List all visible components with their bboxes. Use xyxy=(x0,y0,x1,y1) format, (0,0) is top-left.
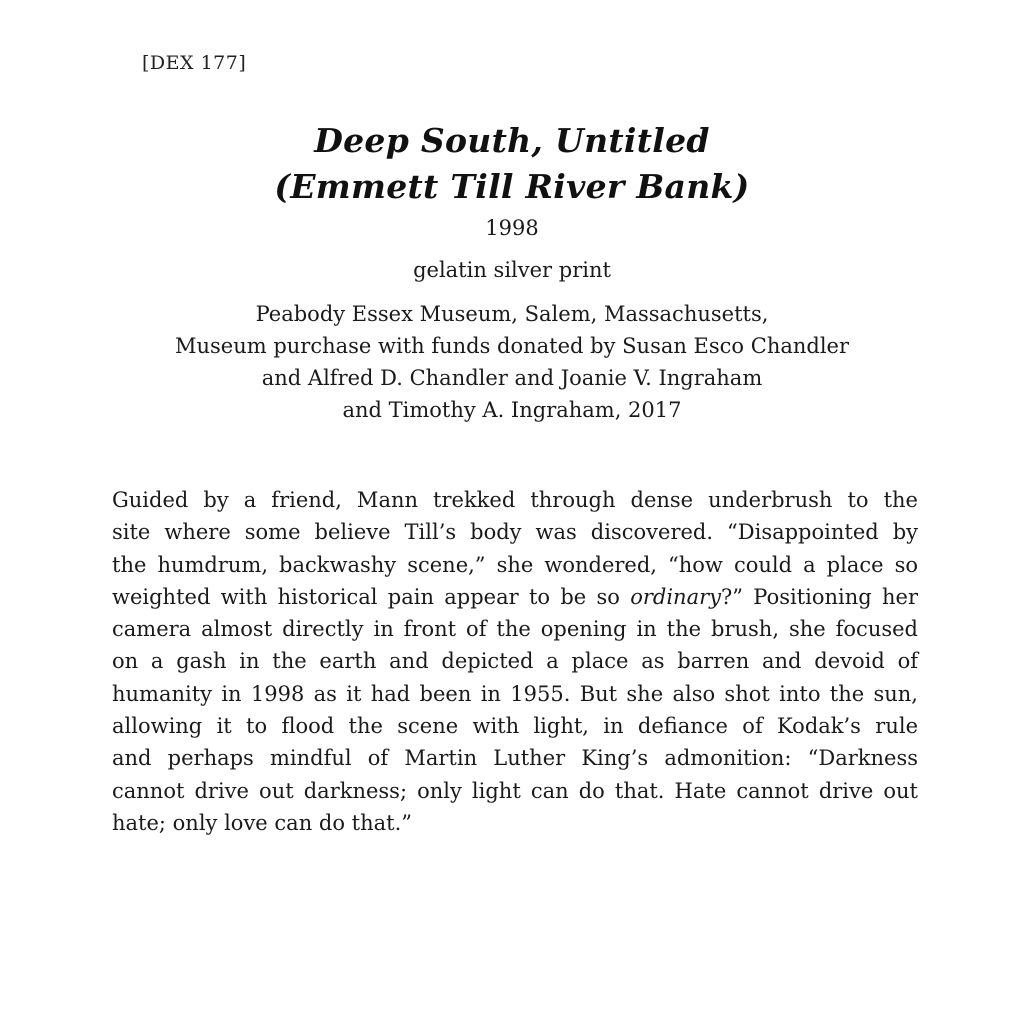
catalog-number: [DEX 177] xyxy=(142,52,247,74)
description-line-8: allowing it to flood the scene with light, in defiance of Kodak’s rule xyxy=(112,714,918,739)
artwork-title-line-2: (Emmett Till River Bank) xyxy=(274,167,750,206)
description-line-9: and perhaps mindful of Martin Luther King’s admonition: “Darkness xyxy=(112,746,918,771)
credit-line xyxy=(0,298,1024,426)
description-line-4-end: ?” Positioning her xyxy=(721,584,918,609)
credit-line-3: and Alfred D. Chandler and Joanie V. Ingraham xyxy=(261,366,763,390)
description-line-10: cannot drive out darkness; only light can do that. Hate cannot drive out xyxy=(112,778,918,803)
description-line-6: on a gash in the earth and depicted a place as barren and devoid of xyxy=(112,649,918,674)
description-line-3: the humdrum, backwashy scene,” she wondered, “how could a place so xyxy=(112,552,918,577)
description-line-4 xyxy=(112,581,918,613)
description-line-4-start: weighted with historical pain appear to be so xyxy=(112,584,631,609)
description-line-2: site where some believe Till’s body was discovered. “Disappointed by xyxy=(112,520,918,545)
artwork-medium: gelatin silver print xyxy=(413,258,611,282)
artwork-year: 1998 xyxy=(485,216,539,240)
description-paragraph xyxy=(112,484,918,839)
artwork-header xyxy=(0,118,1024,426)
credit-line-1: Peabody Essex Museum, Salem, Massachusetts, xyxy=(255,302,769,326)
credit-line-2: Museum purchase with funds donated by Susan Esco Chandler xyxy=(174,334,850,358)
description-line-11: hate; only love can do that.” xyxy=(112,810,412,835)
italic-emphasis: ordinary xyxy=(630,584,721,609)
artwork-title-line-1: Deep South, Untitled xyxy=(314,121,710,160)
credit-line-4: and Timothy A. Ingraham, 2017 xyxy=(342,398,682,422)
description-line-1: Guided by a friend, Mann trekked through dense underbrush to the xyxy=(112,488,918,512)
description-line-5: camera almost directly in front of the opening in the brush, she focused xyxy=(112,617,918,642)
description-line-7: humanity in 1998 as it had been in 1955. But she also shot into the sun, xyxy=(112,681,918,706)
